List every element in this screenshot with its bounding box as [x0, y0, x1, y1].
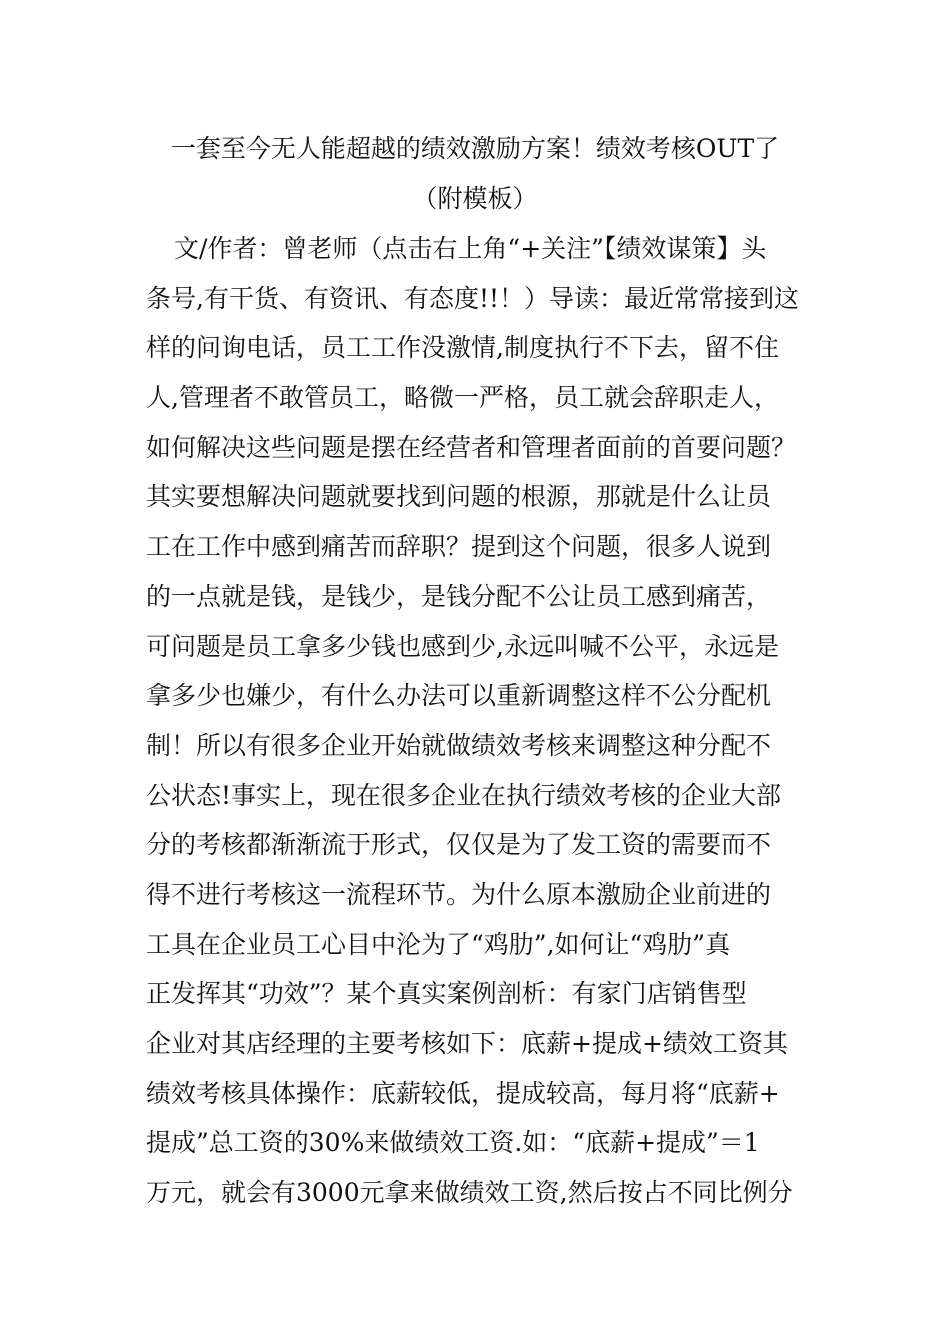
body-line: 条号,有干货、有资讯、有态度!!！）导读：最近常常接到这: [146, 283, 800, 313]
body-line: 工具在企业员工心目中沦为了“鸡肋”,如何让“鸡肋”真: [146, 929, 731, 959]
body-line: 分的考核都渐渐流于形式，仅仅是为了发工资的需要而不: [146, 830, 772, 860]
body-line: 文/作者：曾老师（点击右上角“+关注”【绩效谋策】头: [174, 234, 767, 263]
document-title-line-1: 一套至今无人能超越的绩效激励方案！绩效考核OUT了: [170, 134, 780, 163]
body-line: 的一点就是钱，是钱少，是钱分配不公让员工感到痛苦，: [146, 581, 772, 611]
body-line: 绩效考核具体操作：底薪较低，提成较高，每月将“底薪+: [146, 1078, 780, 1108]
body-line: 样的问询电话，员工工作没激情,制度执行不下去，留不住: [146, 333, 779, 363]
body-line: 人,管理者不敢管员工，略微一严格，员工就会辞职走人，: [146, 383, 779, 413]
document-body: [146, 224, 826, 1218]
body-line: 其实要想解决问题就要找到问题的根源，那就是什么让员: [146, 482, 772, 512]
body-line: 得不进行考核这一流程环节。为什么原本激励企业前进的: [146, 879, 772, 909]
body-line: 正发挥其“功效”？某个真实案例剖析：有家门店销售型: [146, 979, 747, 1009]
body-line: 万元，就会有3000元拿来做绩效工资,然后按占不同比例分: [146, 1178, 793, 1208]
body-line: 制！所以有很多企业开始就做绩效考核来调整这种分配不: [146, 730, 772, 760]
body-line: 工在工作中感到痛苦而辞职？提到这个问题，很多人说到: [146, 532, 772, 562]
body-line: 如何解决这些问题是摆在经营者和管理者面前的首要问题？: [146, 432, 797, 462]
body-line: 公状态!事实上，现在很多企业在执行绩效考核的企业大部: [146, 780, 782, 810]
body-line: 可问题是员工拿多少钱也感到少,永远叫喊不公平，永远是: [146, 631, 779, 661]
body-line: 拿多少也嫌少，有什么办法可以重新调整这样不公分配机: [146, 681, 772, 711]
document-title-line-2: （附模板）: [412, 184, 538, 213]
body-line: 提成”总工资的30%来做绩效工资.如：“底薪+提成”＝1: [146, 1128, 760, 1158]
body-line: 企业对其店经理的主要考核如下：底薪+提成+绩效工资其: [146, 1029, 788, 1058]
